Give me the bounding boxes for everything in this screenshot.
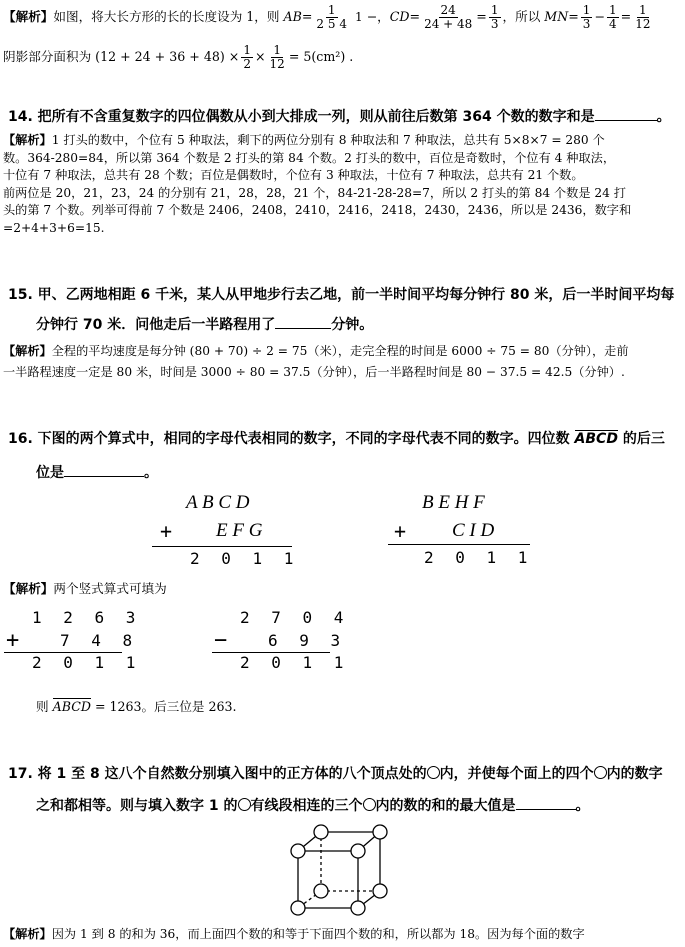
analysis-label: 【解析】 bbox=[3, 344, 52, 358]
circle-icon bbox=[427, 766, 440, 779]
q15-text: 分钟。 bbox=[331, 317, 374, 333]
q17-analysis-text: 因为 1 到 8 的和为 36，而上面四个数的和等于下面四个数的和，所以都为 18。因为每个面的数字 bbox=[51, 927, 585, 941]
answer-blank[interactable] bbox=[64, 476, 144, 477]
q14-line: 前两位是 20，21，23，24 的分别有 21，28，28，21 个，84-21-28-28=7，所以 2 打头的第 84 个数是 24 打 bbox=[3, 185, 626, 200]
eq: = bbox=[568, 9, 579, 24]
q16-text: 16. 下图的两个算式中，相同的字母代表相同的数字，不同的字母代表不同的数字。四位数 bbox=[8, 431, 575, 447]
q16-analysis-label bbox=[3, 578, 167, 597]
left-row2: E F G bbox=[216, 520, 263, 541]
var-ab: AB bbox=[283, 9, 302, 24]
s1-row2: 7 4 8 bbox=[60, 631, 139, 650]
analysis-label: 【解析】 bbox=[3, 927, 52, 941]
right-plus: + bbox=[394, 519, 407, 543]
fraction: $\frac{1}{3}$ bbox=[582, 3, 591, 31]
fraction: $\frac{1}{12}$ bbox=[635, 3, 651, 31]
vertex-circle bbox=[351, 901, 365, 915]
vertex-circle bbox=[373, 825, 387, 839]
vertex-circle bbox=[351, 844, 365, 858]
analysis-label: 【解析】 bbox=[3, 133, 52, 147]
q17-text: 。 bbox=[575, 798, 590, 814]
q16-text: 位是 bbox=[36, 465, 64, 481]
fraction: $\frac{1}{4}$ bbox=[608, 3, 617, 31]
analysis-label: 【解析】 bbox=[3, 9, 54, 24]
q16-conclusion bbox=[36, 696, 237, 715]
eq: = bbox=[409, 9, 421, 24]
answer-blank[interactable] bbox=[275, 328, 331, 329]
analysis-label: 【解析】 bbox=[3, 581, 54, 596]
right-sum-rule bbox=[388, 544, 530, 545]
q14-line: =2+4+3+6=15. bbox=[3, 220, 105, 235]
eq: = bbox=[301, 9, 313, 24]
s2-row1: 2 7 0 4 bbox=[240, 608, 350, 627]
q16-text: 。 bbox=[144, 465, 158, 481]
q16-text: 的后三 bbox=[617, 431, 665, 447]
minus: − bbox=[366, 9, 378, 24]
q17-text: 有线段相连的三个 bbox=[250, 798, 363, 814]
q14-line-text: 1 打头的数中，个位有 5 种取法，剩下的两位分别有 8 种取法和 7 种取法，总共有 5×8×7 = 280 个 bbox=[51, 133, 605, 147]
fraction: $\frac{1}{2 5 4}$ bbox=[316, 3, 347, 31]
vertex-circle bbox=[373, 884, 387, 898]
q14-line: 数。364-280=84，所以第 364 个数是 2 打头的第 84 个数。2 打头的数中，百位是奇数时，个位有 4 种取法， bbox=[3, 150, 616, 165]
cube-diagram bbox=[288, 822, 394, 916]
q16-analysis-text: 两个竖式算式可填为 bbox=[53, 581, 167, 596]
fraction: 1 bbox=[354, 10, 363, 24]
q16-title-line1 bbox=[8, 428, 665, 448]
q17-text: 之和都相等。则与填入数字 1 的 bbox=[36, 798, 238, 814]
fraction: $\frac{24}{24 + 48}$ bbox=[424, 3, 473, 31]
vertex-circle bbox=[314, 884, 328, 898]
fraction: $\frac{1}{3}$ bbox=[490, 3, 499, 31]
times: × bbox=[254, 49, 266, 64]
q14-line bbox=[3, 132, 631, 150]
circle-icon bbox=[363, 798, 376, 811]
comma: ， bbox=[377, 9, 390, 24]
text: 如图，将大长方形的长的长度设为 1，则 bbox=[53, 9, 284, 24]
p13-line2 bbox=[3, 44, 353, 71]
q14-title bbox=[8, 106, 671, 126]
q16-concl-text: = 1263。后三位是 263. bbox=[90, 699, 237, 714]
vertex-circle bbox=[314, 825, 328, 839]
q15-title-line1: 15. 甲、乙两地相距 6 千米，某人从甲地步行去乙地，前一半时间平均每分钟行 80 米，后一半时间平均每 bbox=[8, 287, 675, 303]
q17-text: 17. 将 1 至 8 这八个自然数分别填入图中的正方体的八个顶点处的 bbox=[8, 766, 427, 782]
right-row2: C I D bbox=[452, 520, 495, 541]
answer-blank[interactable] bbox=[595, 120, 657, 121]
q14-line: 头的第 7 个数。列举可得前 7 个数是 2406，2408，2410，2416，2418，2430，2436，所以是 2436，数字和 bbox=[3, 203, 632, 217]
fraction: $\frac{1}{12}$ bbox=[269, 43, 285, 71]
q17-title-line2 bbox=[36, 795, 590, 815]
q17-text: 内的数的和的最大值是 bbox=[375, 798, 516, 814]
text: = 5(cm²) . bbox=[288, 49, 354, 64]
text: 阴影部分面积为 (12 + 24 + 36 + 48) × bbox=[3, 49, 240, 64]
q15-title-line2 bbox=[36, 314, 373, 334]
s1-row1: 1 2 6 3 bbox=[32, 608, 142, 627]
minus: − bbox=[594, 9, 605, 24]
q16-title-line2 bbox=[36, 462, 158, 482]
q17-analysis bbox=[3, 925, 585, 942]
left-sum: 2 0 1 1 bbox=[190, 549, 300, 568]
q15-line-text: 全程的平均速度是每分钟 (80 + 70) ÷ 2 = 75（米），走完全程的时间是 6000 ÷ 75 = 80（分钟），走前 bbox=[51, 344, 629, 358]
q15-line bbox=[3, 341, 629, 362]
fraction: $\frac{1}{2}$ bbox=[243, 43, 251, 71]
p13-line1 bbox=[3, 4, 654, 31]
right-row1: B E H F bbox=[422, 492, 485, 513]
q15-line: 一半路程速度一定是 80 米，时间是 3000 ÷ 80 = 37.5（分钟），后一半路程时间是 80 − 37.5 = 42.5（分钟）. bbox=[3, 365, 625, 379]
var-cd: CD bbox=[389, 9, 410, 24]
text: ，所以 bbox=[502, 9, 545, 24]
right-sum: 2 0 1 1 bbox=[424, 548, 534, 567]
s2-op: − bbox=[214, 628, 228, 653]
circle-icon bbox=[238, 798, 251, 811]
s1-sum: 2 0 1 1 bbox=[32, 653, 142, 672]
s2-row2: 6 9 3 bbox=[268, 631, 347, 650]
q17-text: 内，并使每个面上的四个 bbox=[439, 766, 594, 782]
overline-abcd: ABCD bbox=[574, 431, 618, 447]
q15-analysis bbox=[3, 341, 629, 383]
s2-sum: 2 0 1 1 bbox=[240, 653, 350, 672]
var-mn: MN bbox=[544, 9, 569, 24]
s1-op: + bbox=[6, 628, 20, 653]
eq: = bbox=[476, 9, 487, 24]
q17-text: 内的数字 bbox=[606, 766, 663, 782]
q14-analysis bbox=[3, 132, 631, 237]
q16-concl-text: 则 bbox=[36, 699, 53, 714]
left-plus: + bbox=[160, 519, 173, 543]
q14-end: 。 bbox=[656, 109, 671, 125]
q14-title-text: 14. 把所有不含重复数字的四位偶数从小到大排成一列，则从前往后数第 364 个数的数字和是 bbox=[8, 109, 595, 125]
vertex-circle bbox=[291, 901, 305, 915]
answer-blank[interactable] bbox=[516, 809, 576, 810]
circle-icon bbox=[594, 766, 607, 779]
q17-title-line1 bbox=[8, 763, 663, 783]
vertex-circle bbox=[291, 844, 305, 858]
q15-text: 分钟行 70 米．问他走后一半路程用了 bbox=[36, 317, 276, 333]
overline-abcd: ABCD bbox=[52, 699, 91, 714]
eq: = bbox=[620, 9, 632, 24]
q14-line: 十位有 7 种取法，总共有 28 个数；百位是偶数时，个位有 3 种取法，十位有 7 种取法，总共有 21 个数。 bbox=[3, 168, 584, 182]
left-sum-rule bbox=[152, 546, 292, 547]
left-row1: A B C D bbox=[186, 492, 250, 513]
